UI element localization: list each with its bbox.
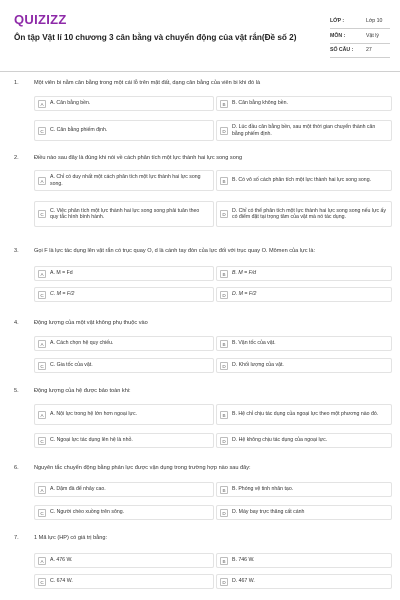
- meta-label: SỐ CÂU :: [330, 47, 354, 53]
- option-letter-box: B: [220, 100, 228, 108]
- question-text: Nguyên tắc chuyển động bằng phản lực được vận dụng trong trường hợp nào sau đây:: [34, 465, 251, 471]
- option-c[interactable]: [34, 120, 214, 141]
- option-text: C. M = F/2: [50, 291, 75, 298]
- option-d[interactable]: [216, 358, 392, 373]
- meta-value: 27: [366, 47, 372, 53]
- option-d[interactable]: [216, 287, 392, 302]
- meta-divider: [330, 28, 390, 29]
- question-text: Động lượng của hệ được bảo toàn khi:: [34, 388, 131, 394]
- option-c[interactable]: [34, 358, 214, 373]
- option-text: A. M = Fd: [50, 270, 73, 277]
- option-b[interactable]: [216, 404, 392, 425]
- meta-label: LỚP :: [330, 18, 345, 24]
- question-number: 5.: [14, 388, 19, 394]
- question-number: 3.: [14, 248, 19, 254]
- option-c[interactable]: [34, 505, 214, 520]
- meta-divider: [330, 57, 390, 58]
- meta-value: Lớp 10: [366, 18, 383, 24]
- document-title: Ôn tập Vật lí 10 chương 3 cân bằng và chuyển động của vật rắn(Đề số 2): [14, 33, 297, 42]
- option-c[interactable]: [34, 433, 214, 448]
- option-text: A. Nội lực trong hệ lớn hơn ngoại lực.: [50, 411, 137, 418]
- option-text: D. Máy bay trực thăng cất cánh: [232, 509, 305, 516]
- option-letter-box: A: [38, 411, 46, 419]
- option-a[interactable]: [34, 482, 214, 497]
- option-text: C. 674 W.: [50, 578, 73, 585]
- option-text: C. Ngoại lực tác dụng lên hệ là nhỏ.: [50, 437, 133, 444]
- question-text: Động lượng của một vật không phụ thuộc vào: [34, 320, 148, 326]
- question-number: 1.: [14, 80, 19, 86]
- option-a[interactable]: [34, 553, 214, 568]
- option-letter-box: A: [38, 270, 46, 278]
- option-d[interactable]: [216, 505, 392, 520]
- option-b[interactable]: [216, 266, 392, 281]
- option-c[interactable]: [34, 574, 214, 589]
- option-text: D. 467 W.: [232, 578, 255, 585]
- question-number: 7.: [14, 535, 19, 541]
- question-text: 1 Mã lực (HP) có giá trị bằng:: [34, 535, 108, 541]
- option-text: A. Cách chọn hệ quy chiếu.: [50, 340, 114, 347]
- option-b[interactable]: [216, 553, 392, 568]
- option-letter-box: C: [38, 127, 46, 135]
- option-text: C. Cân bằng phiếm định.: [50, 127, 108, 134]
- option-letter-box: A: [38, 340, 46, 348]
- option-letter-box: A: [38, 486, 46, 494]
- question-number: 4.: [14, 320, 19, 326]
- option-text: B. Hệ chỉ chịu tác dụng của ngoại lực theo một phương nào đó.: [232, 411, 379, 418]
- option-letter-box: D: [220, 210, 228, 218]
- question-number: 2.: [14, 155, 19, 161]
- question-text: Gọi F là lực tác dụng lên vật rắn có trục quay O, d là cánh tay đòn của lực đối với trục quay O. Mômen của lực là:: [34, 248, 316, 254]
- option-text: D. Hệ không chịu tác dụng của ngoại lực.: [232, 437, 328, 444]
- option-d[interactable]: [216, 120, 392, 141]
- option-text: A. Chỉ có duy nhất một cách phân tích một lực thành hai lực song song.: [50, 174, 201, 187]
- option-letter-box: A: [38, 557, 46, 565]
- option-text: B. M = F/d: [232, 270, 257, 277]
- option-a[interactable]: [34, 404, 214, 425]
- option-d[interactable]: [216, 201, 392, 227]
- option-letter-box: D: [220, 291, 228, 299]
- option-text: B. Vận tốc của vật.: [232, 340, 276, 347]
- option-a[interactable]: [34, 170, 214, 191]
- option-text: D. Khối lượng của vật.: [232, 362, 284, 369]
- option-letter-box: C: [38, 509, 46, 517]
- option-text: C. Gia tốc của vật.: [50, 362, 93, 369]
- option-letter-box: B: [220, 340, 228, 348]
- option-text: D. Chỉ có thể phân tích một lực thành hai lực song song nếu lực ấy có điểm đặt tại trọng tâm của vật mà nó tác dụng.: [232, 207, 387, 220]
- option-letter-box: C: [38, 362, 46, 370]
- option-a[interactable]: [34, 336, 214, 351]
- option-letter-box: D: [220, 578, 228, 586]
- option-a[interactable]: [34, 96, 214, 111]
- question-number: 6.: [14, 465, 19, 471]
- option-d[interactable]: [216, 574, 392, 589]
- option-letter-box: D: [220, 509, 228, 517]
- option-letter-box: D: [220, 362, 228, 370]
- option-letter-box: B: [220, 486, 228, 494]
- option-letter-box: D: [220, 437, 228, 445]
- option-letter-box: A: [38, 177, 46, 185]
- option-text: A. 476 W.: [50, 557, 73, 564]
- option-letter-box: C: [38, 578, 46, 586]
- option-text: B. Phóng vệ tinh nhân tạo.: [232, 486, 294, 493]
- option-c[interactable]: [34, 201, 214, 227]
- option-text: B. Cân bằng không bền.: [232, 100, 288, 107]
- option-b[interactable]: [216, 96, 392, 111]
- option-text: D. M = F/2: [232, 291, 257, 298]
- option-letter-box: C: [38, 210, 46, 218]
- option-letter-box: D: [220, 127, 228, 135]
- option-text: A. Cân bằng bền.: [50, 100, 91, 107]
- option-text: D. Lúc đầu cân bằng bền, sau một thời gian chuyển thành cân bằng phiếm định.: [232, 124, 376, 137]
- option-letter-box: C: [38, 291, 46, 299]
- option-letter-box: B: [220, 411, 228, 419]
- option-b[interactable]: [216, 482, 392, 497]
- option-a[interactable]: [34, 266, 214, 281]
- question-text: Điều nào sau đây là đúng khi nói về cách phân tích một lực thành hai lực song song: [34, 155, 243, 161]
- option-text: C. Việc phân tích một lực thành hai lực song song phải tuân theo quy tắc hình bình hành.: [50, 207, 200, 220]
- option-text: B. Có vô số cách phân tích một lực thành hai lực song song.: [232, 177, 372, 184]
- quizizz-logo: QUIZIZZ: [14, 12, 67, 27]
- option-text: B. 746 W.: [232, 557, 255, 564]
- option-letter-box: B: [220, 177, 228, 185]
- document-header: [0, 0, 400, 72]
- option-letter-box: A: [38, 100, 46, 108]
- question-text: Một viên bi nằm cân bằng trong một cái lỗ trên mặt đất, dạng cân bằng của viên bi khi đó là: [34, 80, 261, 86]
- option-c[interactable]: [34, 287, 214, 302]
- option-b[interactable]: [216, 170, 392, 191]
- option-d[interactable]: [216, 433, 392, 448]
- option-text: A. Dậm đà để nhảy cao.: [50, 486, 106, 493]
- option-letter-box: B: [220, 557, 228, 565]
- meta-value: Vật lý: [366, 33, 379, 39]
- meta-label: MÔN :: [330, 33, 346, 39]
- option-b[interactable]: [216, 336, 392, 351]
- meta-divider: [330, 43, 390, 44]
- option-text: C. Người chèo xuồng trên sông.: [50, 509, 125, 516]
- option-letter-box: B: [220, 270, 228, 278]
- option-letter-box: C: [38, 437, 46, 445]
